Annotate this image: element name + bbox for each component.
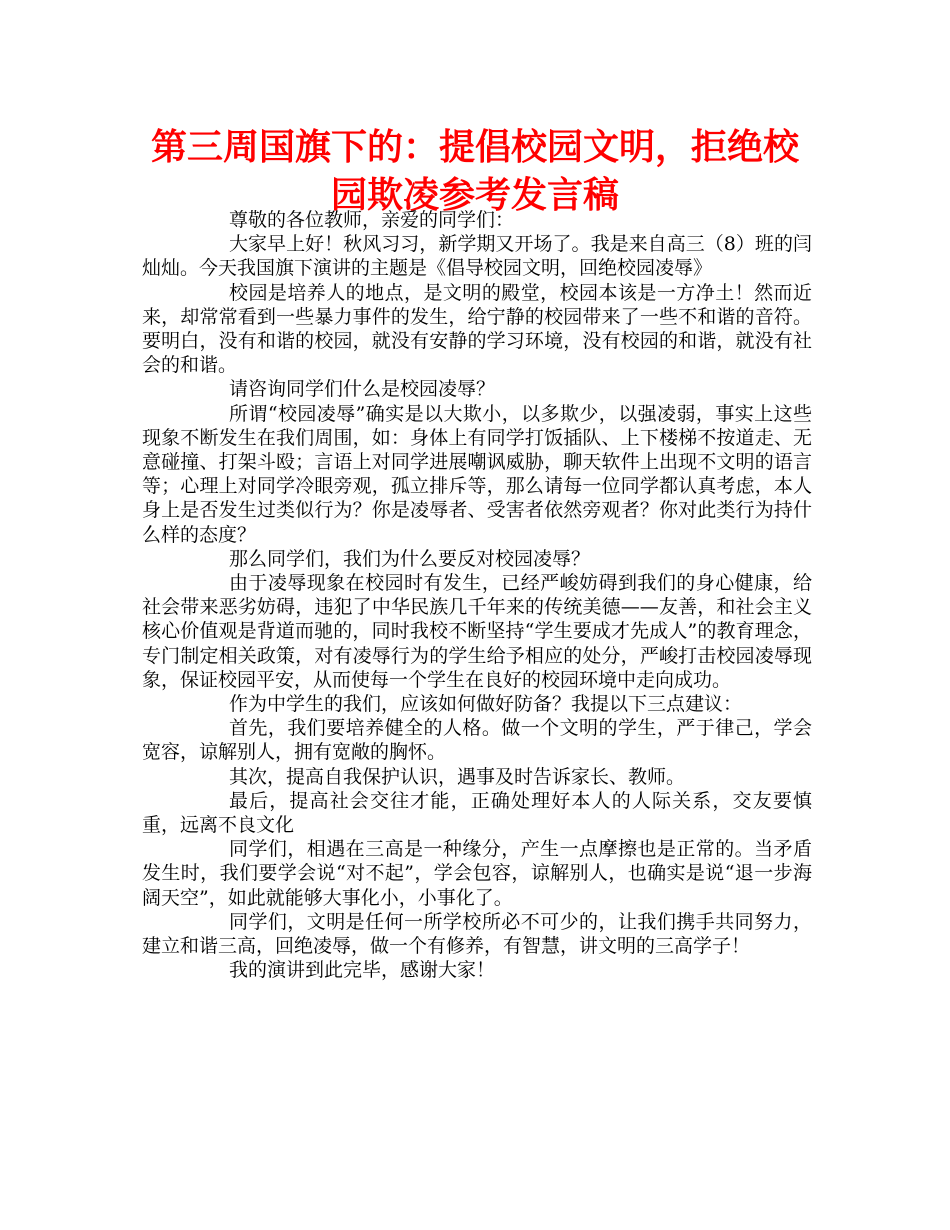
paragraph-salutation: 尊敬的各位教师，亲爱的同学们：: [229, 209, 515, 231]
paragraph: 那么同学们，我们为什么要反对校园凌辱？: [229, 547, 591, 570]
paragraph: 同学们，文明是任何一所学校所必不可少的，让我们携手共同努力，建立和谐三高，回绝凌辱，做一个有修养，有智慧，讲文明的三高学子！: [142, 910, 812, 958]
paragraph: 作为中学生的我们，应该如何做好防备？我提以下三点建议：: [229, 693, 743, 716]
paragraph-closing: 我的演讲到此完毕，感谢大家！: [229, 959, 496, 982]
document-body: [142, 208, 812, 983]
paragraph: 所谓“校园凌辱”确实是以大欺小，以多欺少，以强凌弱，事实上这些现象不断发生在我们周围，如：身体上有同学打饭插队、上下楼梯不按道走、无意碰撞、打架斗殴；言语上对同学进展嘲讽威胁，聊天软件上出现不文明的语言等；心理上对同学冷眼旁观，孤立排斥等，那么请每一位同学都认真考虑，本人身上是否发生过类似行为？你是凌辱者、受害者依然旁观者？你对此类行为持什么样的态度？: [142, 402, 812, 546]
paragraph: 校园是培养人的地点，是文明的殿堂，校园本该是一方净土！然而近来，却常常看到一些暴力事件的发生，给宁静的校园带来了一些不和谐的音符。要明白，没有和谐的校园，就没有安静的学习环境，没有校园的和谐，就没有社会的和谐。: [142, 281, 812, 377]
paragraph: 请咨询同学们什么是校园凌辱？: [229, 378, 496, 401]
paragraph: 首先，我们要培养健全的人格。做一个文明的学生，严于律己，学会宽容，谅解别人，拥有宽敞的胸怀。: [142, 717, 812, 764]
paragraph: 最后，提高社会交往才能，正确处理好本人的人际关系，交友要慎重，远离不良文化: [142, 789, 812, 837]
paragraph: 由于凌辱现象在校园时有发生，已经严峻妨碍到我们的身心健康，给社会带来恶劣妨碍，违犯了中华民族几千年来的传统美德——友善，和社会主义核心价值观是背道而驰的，同时我校不断坚持“学生要成才先成人”的教育理念，专门制定相关政策，对有凌辱行为的学生给予相应的处分，严峻打击校园凌辱现象，保证校园平安，从而使每一个学生在良好的校园环境中走向成功。: [142, 572, 812, 691]
paragraph: 大家早上好！秋风习习，新学期又开场了。我是来自高三（8）班的闫灿灿。今天我国旗下演讲的主题是《倡导校园文明，回绝校园凌辱》: [142, 233, 812, 280]
paragraph: 同学们，相遇在三高是一种缘分，产生一点摩擦也是正常的。当矛盾发生时，我们要学会说“对不起”，学会包容，谅解别人，也确实是说“退一步海阔天空”，如此就能够大事化小，小事化了。: [142, 838, 812, 909]
paragraph: 其次，提高自我保护认识，遇事及时告诉家长、教师。: [229, 765, 686, 788]
document-title: 第三周国旗下的：提倡校园文明，拒绝校园欺凌参考发言稿: [150, 127, 799, 216]
